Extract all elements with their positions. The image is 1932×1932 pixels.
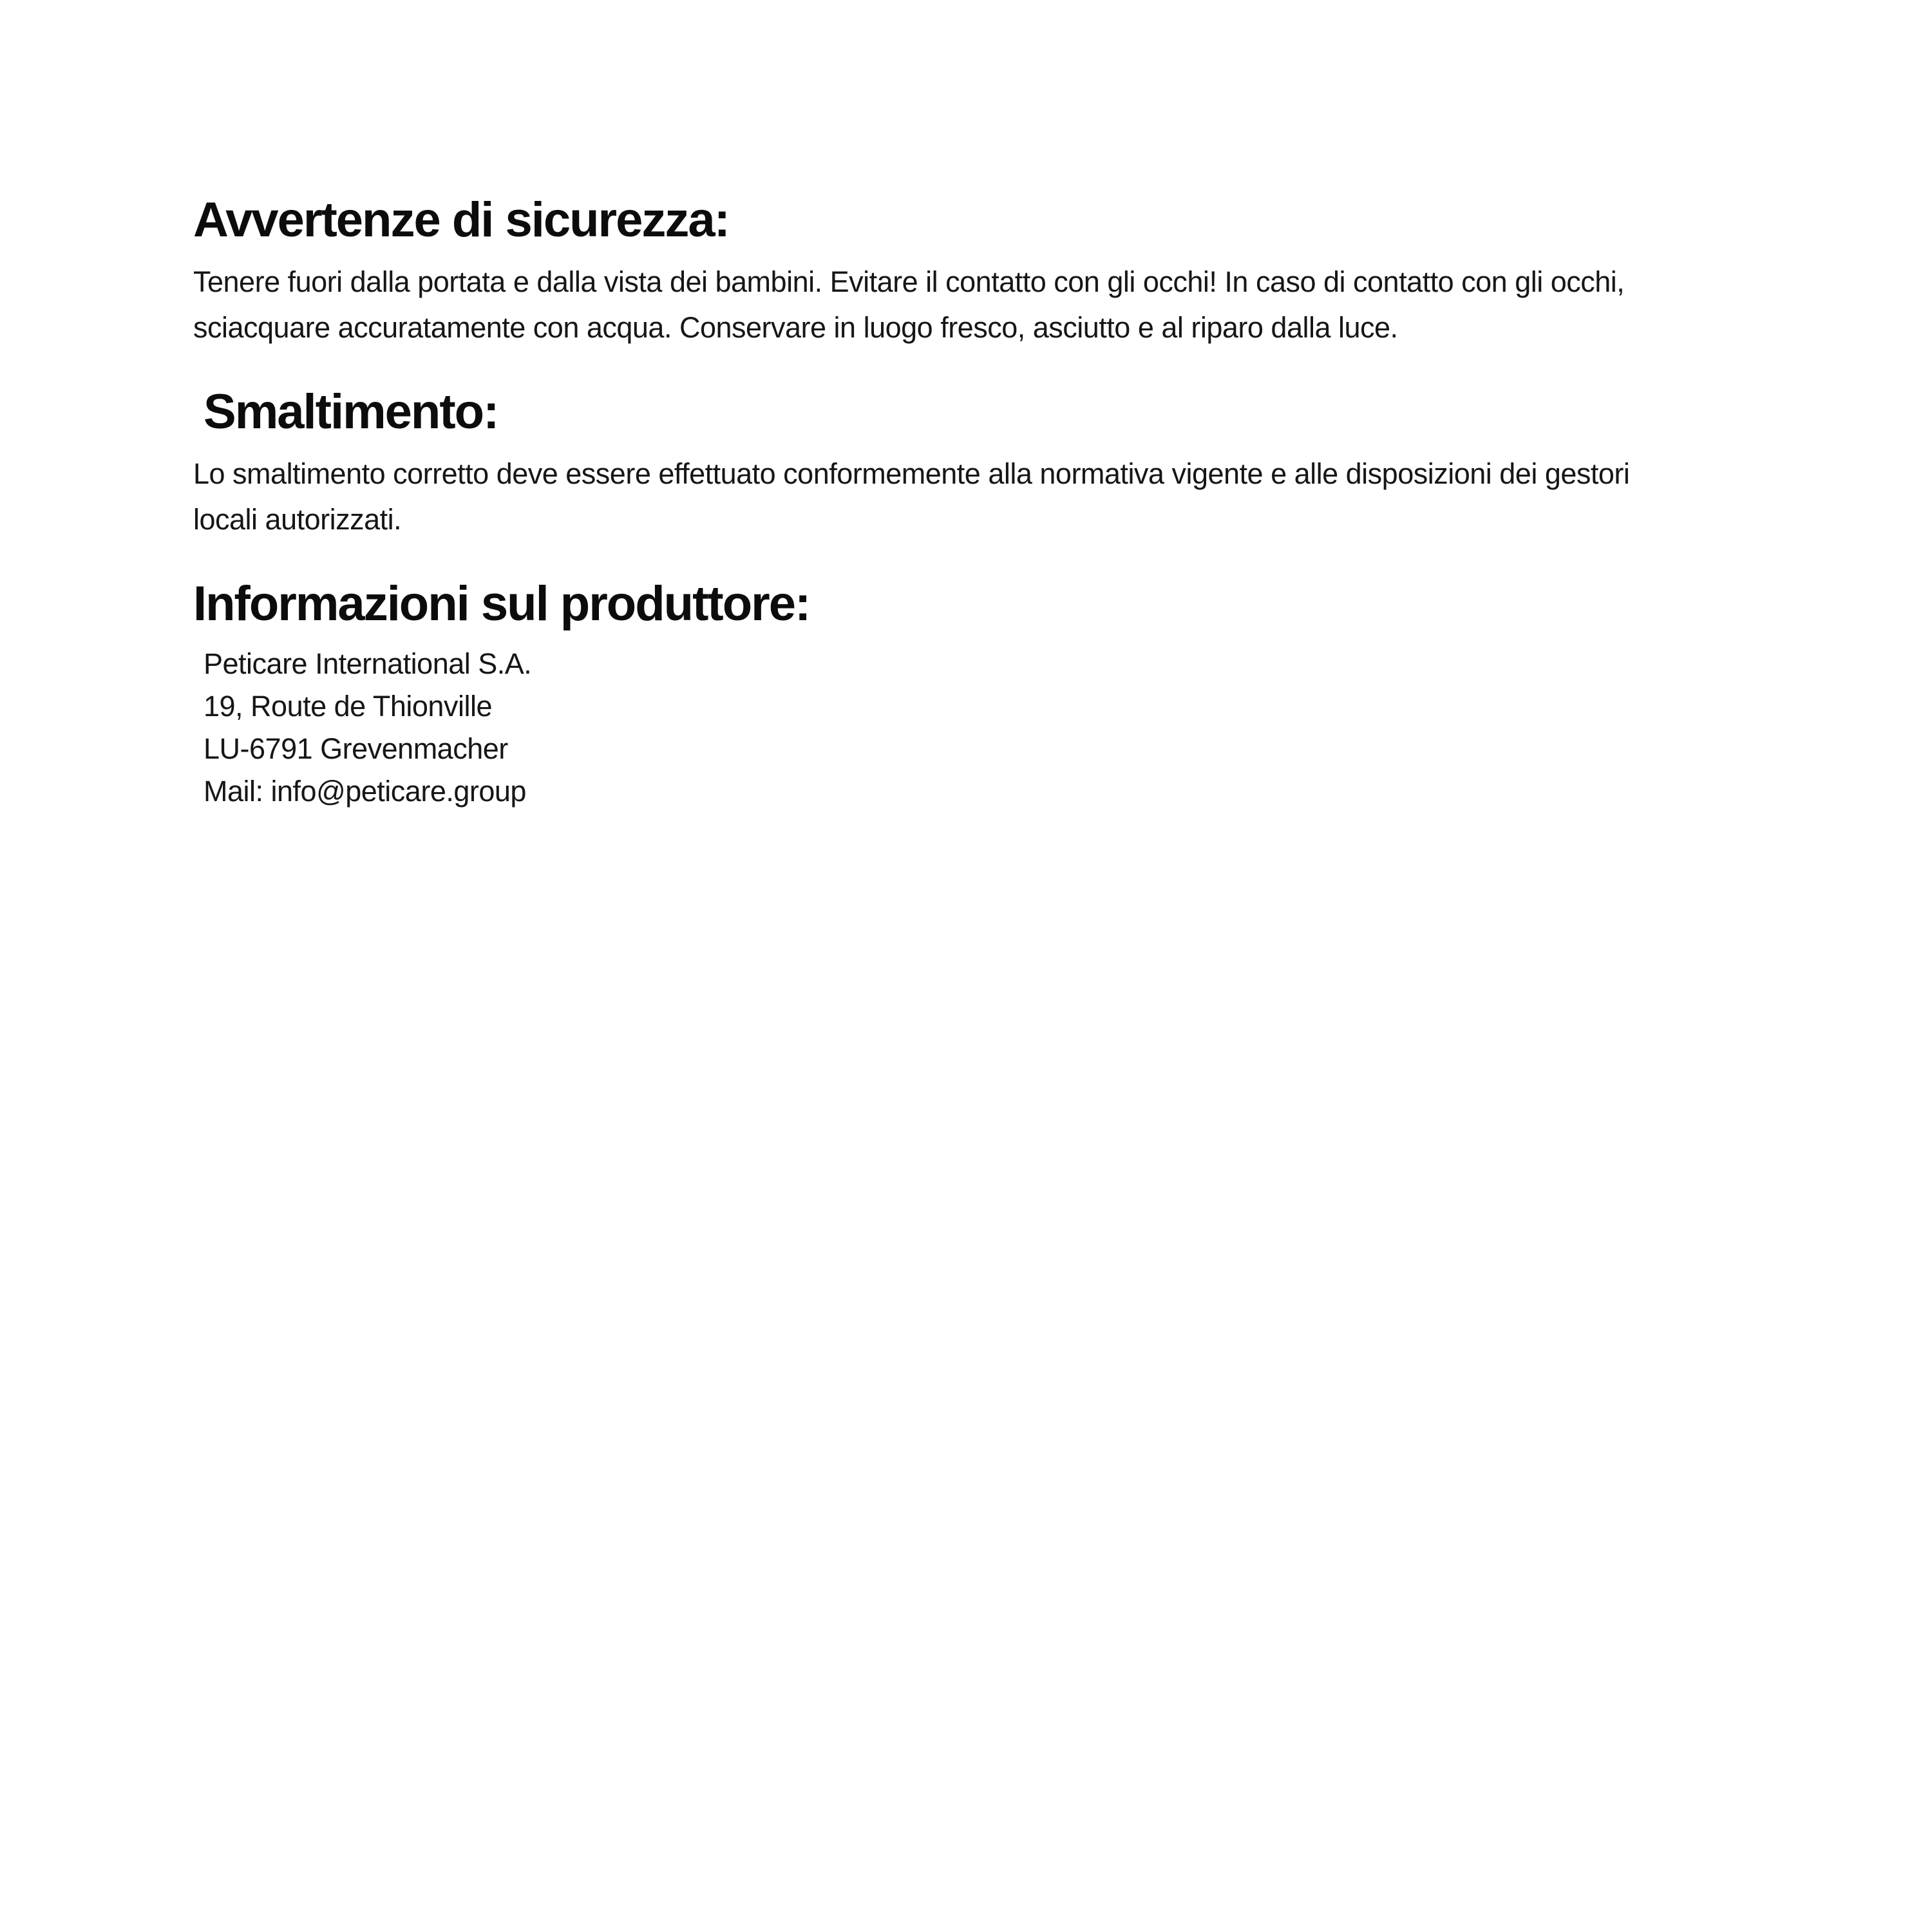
disposal-line-2: locali autorizzati. <box>193 503 402 536</box>
disposal-body <box>193 451 1752 542</box>
manufacturer-info-heading: Informazioni sul produttore: <box>193 576 810 631</box>
disposal-heading: Smaltimento: <box>204 384 498 439</box>
safety-warnings-heading: Avvertenze di sicurezza: <box>193 193 729 247</box>
safety-warnings-line-1: Tenere fuori dalla portata e dalla vista dei bambini. Evitare il contatto con gli occhi! In caso di contatto con gli occhi, <box>193 265 1625 298</box>
section-manufacturer-info <box>193 572 1752 813</box>
section-safety-warnings <box>193 188 1752 350</box>
document-content <box>193 188 1752 837</box>
safety-warnings-line-2: sciacquare accuratamente con acqua. Conservare in luogo fresco, asciutto e al riparo dalla luce. <box>193 311 1398 344</box>
safety-warnings-body <box>193 259 1752 350</box>
section-disposal <box>193 380 1752 542</box>
manufacturer-email: Mail: info@peticare.group <box>204 775 526 808</box>
manufacturer-street-address: 19, Route de Thionville <box>204 690 492 723</box>
manufacturer-info-body <box>193 643 1752 813</box>
manufacturer-city-postal: LU-6791 Grevenmacher <box>204 732 508 765</box>
manufacturer-company-name: Peticare International S.A. <box>204 647 532 680</box>
disposal-line-1: Lo smaltimento corretto deve essere effettuato conformemente alla normativa vigente e alle disposizioni dei gestori <box>193 457 1630 490</box>
